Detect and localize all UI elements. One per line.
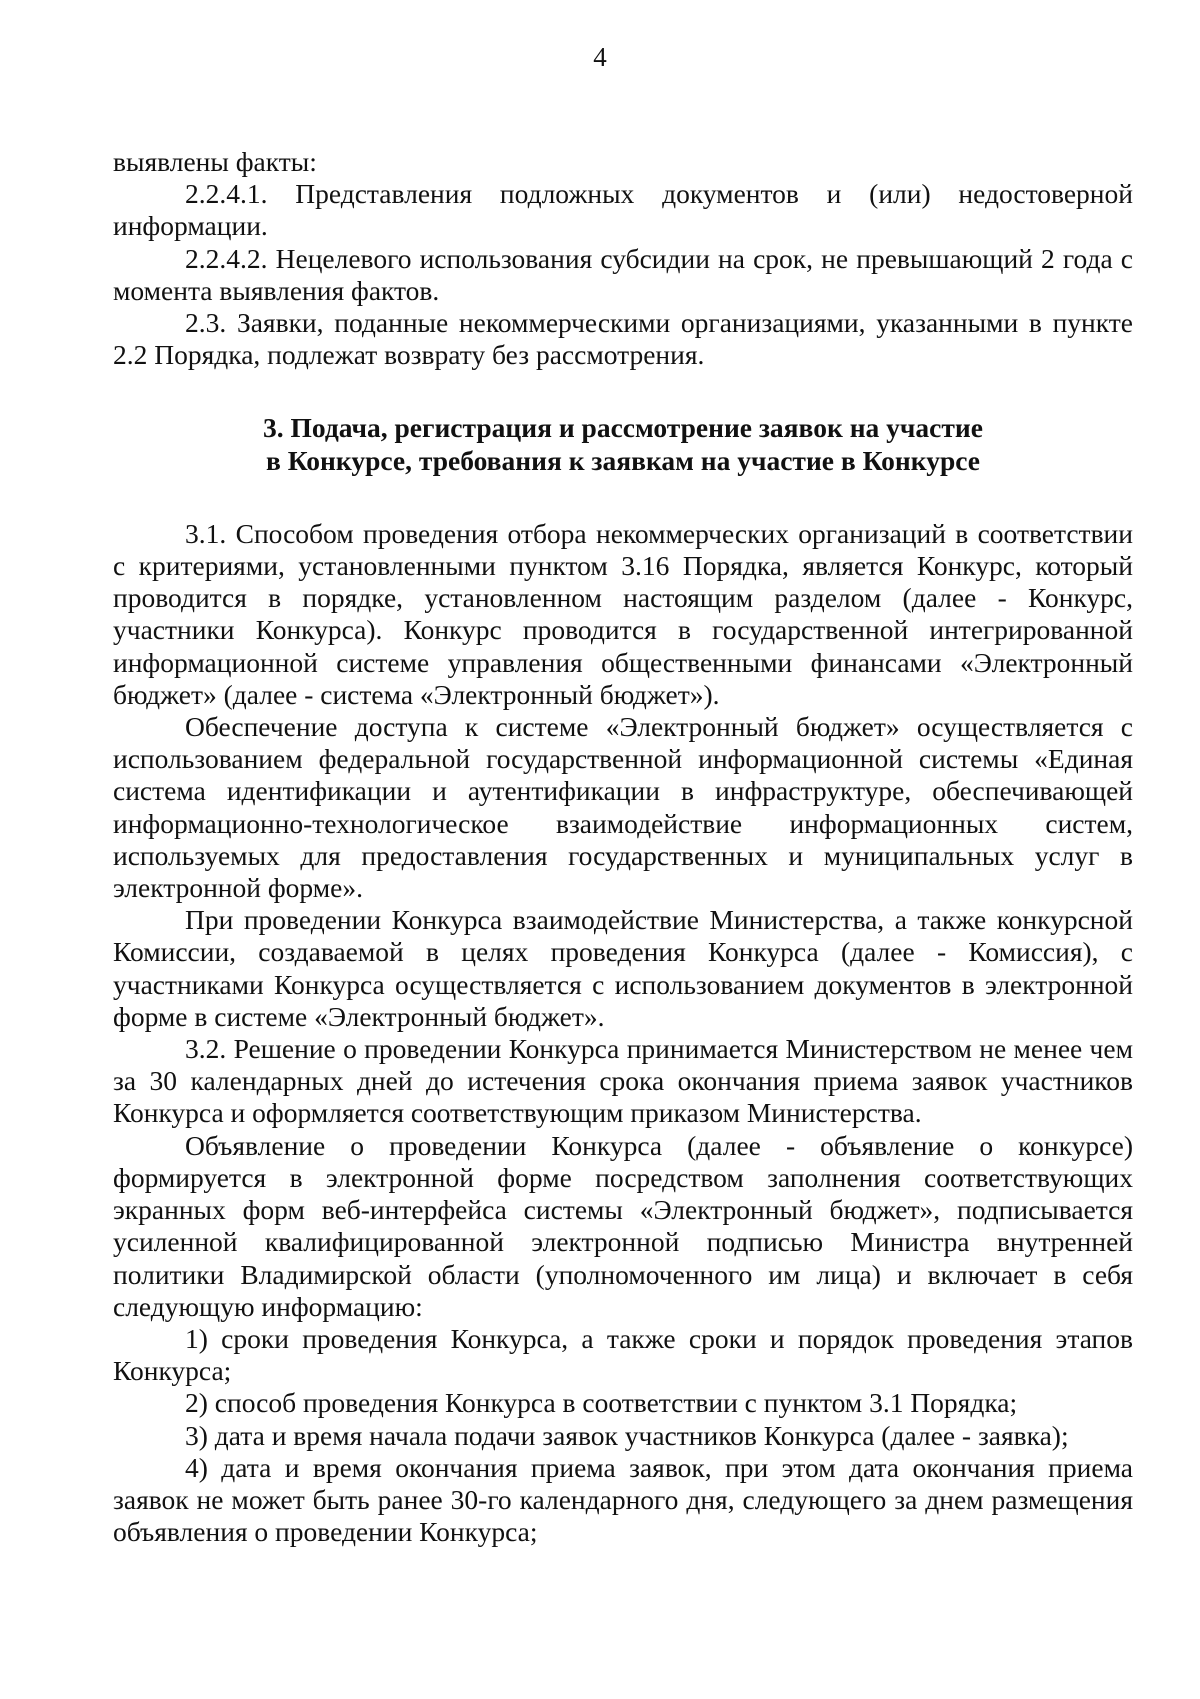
paragraph: При проведении Конкурса взаимодействие Министерства, а также конкурсной Комиссии, создаваемой в целях проведения Конкурса (далее - Комиссия), с участниками Конкурса осуществляется с использованием документов в электронной форме в системе «Электронный бюджет». — [113, 904, 1133, 1032]
paragraph: 2.3. Заявки, поданные некоммерческими организациями, указанными в пункте 2.2 Порядка, подлежат возврату без рассмотрения. — [113, 307, 1133, 371]
paragraph: Обеспечение доступа к системе «Электронный бюджет» осуществляется с использованием федеральной государственной информационной системы «Единая система идентификации и аутентификации в инфраструктуре, обеспечивающей информационно-технологическое взаимодействие информационных систем, используемых для предоставления государственных и муниципальных услуг в электронной форме». — [113, 711, 1133, 904]
paragraph: выявлены факты: — [113, 146, 317, 177]
paragraph: Объявление о проведении Конкурса (далее - объявление о конкурсе) формируется в электронной форме посредством заполнения соответствующих экранных форм веб-интерфейса системы «Электронный бюджет», подписывается усиленной квалифицированной электронной подписью Министра внутренней политики Владимирской области (уполномоченного им лица) и включает в себя следующую информацию: — [113, 1129, 1133, 1322]
list-item: 2) способ проведения Конкурса в соответствии с пунктом 3.1 Порядка; — [185, 1387, 1018, 1419]
section-heading-line-2: в Конкурсе, требования к заявкам на участие в Конкурсе — [265, 444, 981, 476]
section-heading-line-1: 3. Подача, регистрация и рассмотрение заявок на участие — [263, 412, 983, 444]
paragraph: 3.2. Решение о проведении Конкурса принимается Министерством не менее чем за 30 календарных дней до истечения срока окончания приема заявок участников Конкурса и оформляется соответствующим приказом Министерства. — [113, 1033, 1133, 1129]
list-item: 4) дата и время окончания приема заявок, при этом дата окончания приема заявок не может быть ранее 30-го календарного дня, следующего за днем размещения объявления о проведении Конкурса; — [113, 1451, 1133, 1548]
list-item: 1) сроки проведения Конкурса, а также сроки и порядок проведения этапов Конкурса; — [113, 1322, 1133, 1387]
paragraph: 2.2.4.2. Нецелевого использования субсидии на срок, не превышающий 2 года с момента выявления фактов. — [113, 242, 1133, 306]
page-number: 4 — [593, 42, 607, 72]
info-list — [113, 1323, 1133, 1548]
paragraph: 3.1. Способом проведения отбора некоммерческих организаций в соответствии с критериями, установленными пунктом 3.16 Порядка, является Конкурс, который проводится в порядке, установленном настоящим разделом (далее - Конкурс, участники Конкурса). Конкурс проводится в государственной интегрированной информационной системе управления общественными финансами «Электронный бюджет» (далее - система «Электронный бюджет»). — [113, 517, 1133, 710]
document-body — [113, 146, 1133, 1548]
section-heading — [113, 412, 1133, 476]
paragraph: 2.2.4.1. Представления подложных документов и (или) недостоверной информации. — [113, 178, 1133, 242]
list-item: 3) дата и время начала подачи заявок участников Конкурса (далее - заявка); — [185, 1419, 1069, 1451]
